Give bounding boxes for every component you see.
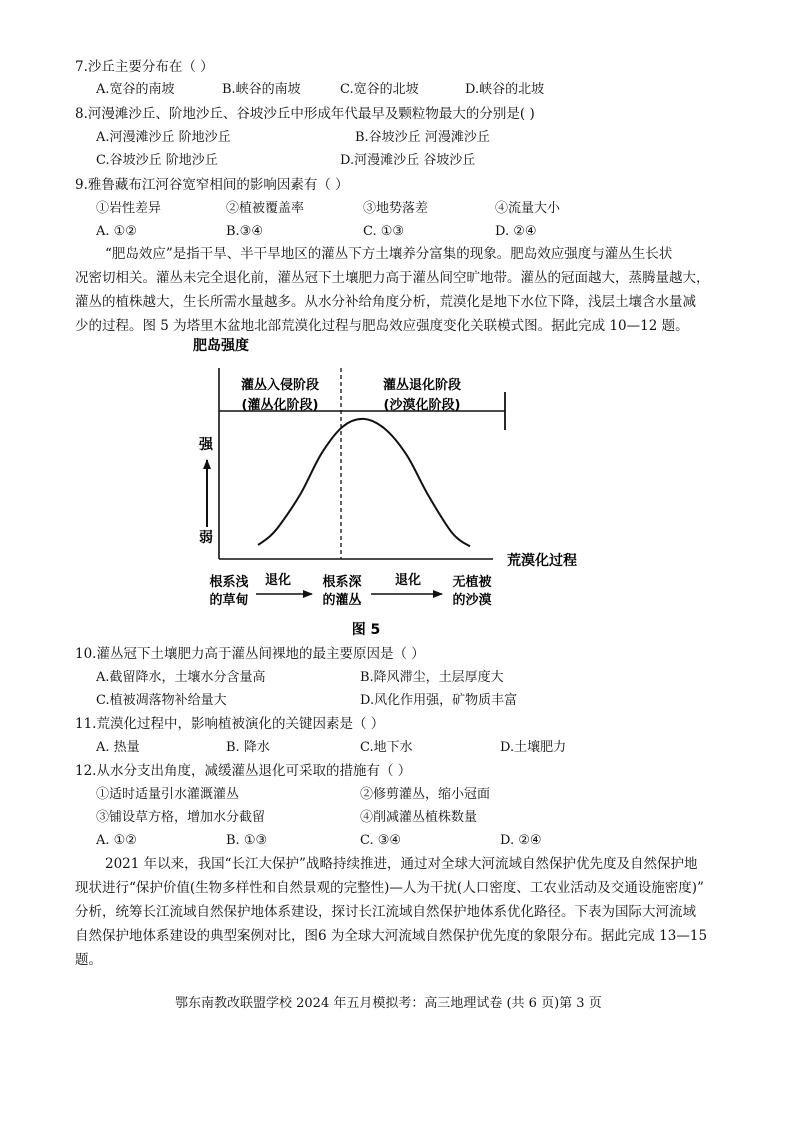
passage2-line: 分析，统筹长江流域自然保护地体系建设，探讨长江流域自然保护地体系优化路径。下表为国际大河流域 xyxy=(75,904,696,920)
q10-option-a: A.截留降水，土壤水分含量高 xyxy=(96,670,266,685)
q12-option-c: C. ③④ xyxy=(360,833,402,848)
q10-option-c: C.植被凋落物补给量大 xyxy=(96,693,227,708)
passage-fertile-island xyxy=(75,242,725,338)
passage2-line: 现状进行“保护价值(生物多样性和自然景观的完整性)—人为干扰(人口密度、工农业活动及交通设施密度)” xyxy=(75,880,704,896)
q10-option-d: D.风化作用强，矿物质丰富 xyxy=(360,693,518,708)
q9-option-b: B.③④ xyxy=(226,224,263,239)
passage1-line: “肥岛效应”是指干旱、半干旱地区的灌丛下方土壤养分富集的现象。肥岛效应强度与灌丛生长状 xyxy=(105,246,673,262)
q9-option-c: C. ①③ xyxy=(363,224,405,239)
passage2-line: 2021 年以来，我国“长江大保护”战略持续推进，通过对全球大河流域自然保护优先度及自然保护地 xyxy=(105,856,698,872)
q9-option-d: D. ②④ xyxy=(495,224,537,239)
q11-stem: 11.荒漠化过程中，影响植被演化的关键因素是（ ） xyxy=(75,716,385,732)
process-node-1-line1: 根系浅 xyxy=(209,575,249,590)
stage-1-name: 灌丛入侵阶段 xyxy=(240,378,320,393)
q7-option-d: D.峡谷的北坡 xyxy=(465,82,545,97)
q12-option-d: D. ②④ xyxy=(500,833,542,848)
q9-factor-1: ①岩性差异 xyxy=(96,201,162,216)
q8-option-d: D.河漫滩沙丘 谷坡沙丘 xyxy=(340,153,476,168)
q12-option-a: A. ①② xyxy=(96,833,137,848)
y-axis-label: 肥岛强度 xyxy=(193,338,249,354)
page-footer: 鄂东南教改联盟学校 2024 年五月模拟考：高三地理试卷 (共 6 页)第 3 页 xyxy=(175,996,602,1011)
q12-measure-3: ③铺设草方格，增加水分截留 xyxy=(96,810,266,825)
stage-2-name: 灌丛退化阶段 xyxy=(382,378,462,393)
stage-1-sub: (灌丛化阶段) xyxy=(241,398,319,413)
q7-option-c: C.宽谷的北坡 xyxy=(340,82,419,97)
passage2-line: 自然保护地体系建设的典型案例对比，图6 为全球大河流域自然保护优先度的象限分布。据此完成 13—15 xyxy=(75,928,708,944)
process-node-2-line2: 的灌丛 xyxy=(322,593,362,608)
q11-option-d: D.土壤肥力 xyxy=(500,740,567,755)
y-strong-label: 强 xyxy=(199,437,213,453)
fertile-island-curve xyxy=(258,419,470,546)
q10-option-b: B.降风滞尘，土层厚度大 xyxy=(360,670,504,685)
q12-measure-1: ①适时适量引水灌溉灌丛 xyxy=(96,787,240,802)
process-node-3-line2: 的沙漠 xyxy=(452,593,492,608)
q9-option-a: A. ①② xyxy=(96,224,137,239)
process-node-1-line2: 的草甸 xyxy=(209,593,249,608)
passage2-line: 题。 xyxy=(75,952,102,968)
q12-measure-2: ②修剪灌丛，缩小冠面 xyxy=(360,787,491,802)
process-arrow-2-label: 退化 xyxy=(394,573,422,588)
q8-option-a: A.河漫滩沙丘 阶地沙丘 xyxy=(96,130,231,145)
q12-option-b: B. ①③ xyxy=(226,833,268,848)
q8-stem: 8.河漫滩沙丘、阶地沙丘、谷坡沙丘中形成年代最早及颗粒物最大的分别是( ) xyxy=(75,106,535,122)
x-axis-label: 荒漠化过程 xyxy=(507,553,577,569)
process-arrow-1-label: 退化 xyxy=(264,573,292,588)
q9-factor-2: ②植被覆盖率 xyxy=(226,201,305,216)
q11-option-a: A. 热量 xyxy=(96,740,140,755)
q9-stem: 9.雅鲁藏布江河谷宽窄相间的影响因素有（ ） xyxy=(75,177,349,193)
q12-measure-4: ④削减灌丛植株数量 xyxy=(360,810,478,825)
y-weak-label: 弱 xyxy=(199,530,213,546)
passage1-line: 况密切相关。灌丛未完全退化前，灌丛冠下土壤肥力高于灌丛间空旷地带。灌丛的冠面越大，蒸腾量越大， xyxy=(75,270,710,286)
q8-option-b: B.谷坡沙丘 河漫滩沙丘 xyxy=(355,130,490,145)
process-node-3-line1: 无植被 xyxy=(452,575,492,590)
q9-factor-4: ④流量大小 xyxy=(495,201,561,216)
q8-option-c: C.谷坡沙丘 阶地沙丘 xyxy=(96,153,218,168)
q10-stem: 10.灌丛冠下土壤肥力高于灌丛间裸地的最主要原因是（ ） xyxy=(75,646,425,662)
figure-caption: 图 5 xyxy=(351,622,381,638)
passage1-line: 灌丛的植株越大，生长所需水量越多。从水分补给角度分析，荒漠化是地下水位下降，浅层土壤含水量减 xyxy=(75,294,696,310)
figure-5-chart xyxy=(0,332,793,642)
stage-2-sub: (沙漠化阶段) xyxy=(383,398,461,413)
process-node-2-line1: 根系深 xyxy=(322,575,362,590)
passage-yangtze xyxy=(75,852,735,972)
q7-option-a: A.宽谷的南坡 xyxy=(96,82,175,97)
q12-stem: 12.从水分支出角度，减缓灌丛退化可采取的措施有（ ） xyxy=(75,763,412,779)
passage1-line: 少的过程。图 5 为塔里木盆地北部荒漠化过程与肥岛效应强度变化关联模式图。据此完成 10—12 题。 xyxy=(75,318,689,334)
q9-factor-3: ③地势落差 xyxy=(363,201,429,216)
q11-option-b: B. 降水 xyxy=(226,740,270,755)
q7-stem: 7.沙丘主要分布在（ ） xyxy=(75,59,214,75)
q11-option-c: C.地下水 xyxy=(360,740,413,755)
q7-option-b: B.峡谷的南坡 xyxy=(222,82,301,97)
